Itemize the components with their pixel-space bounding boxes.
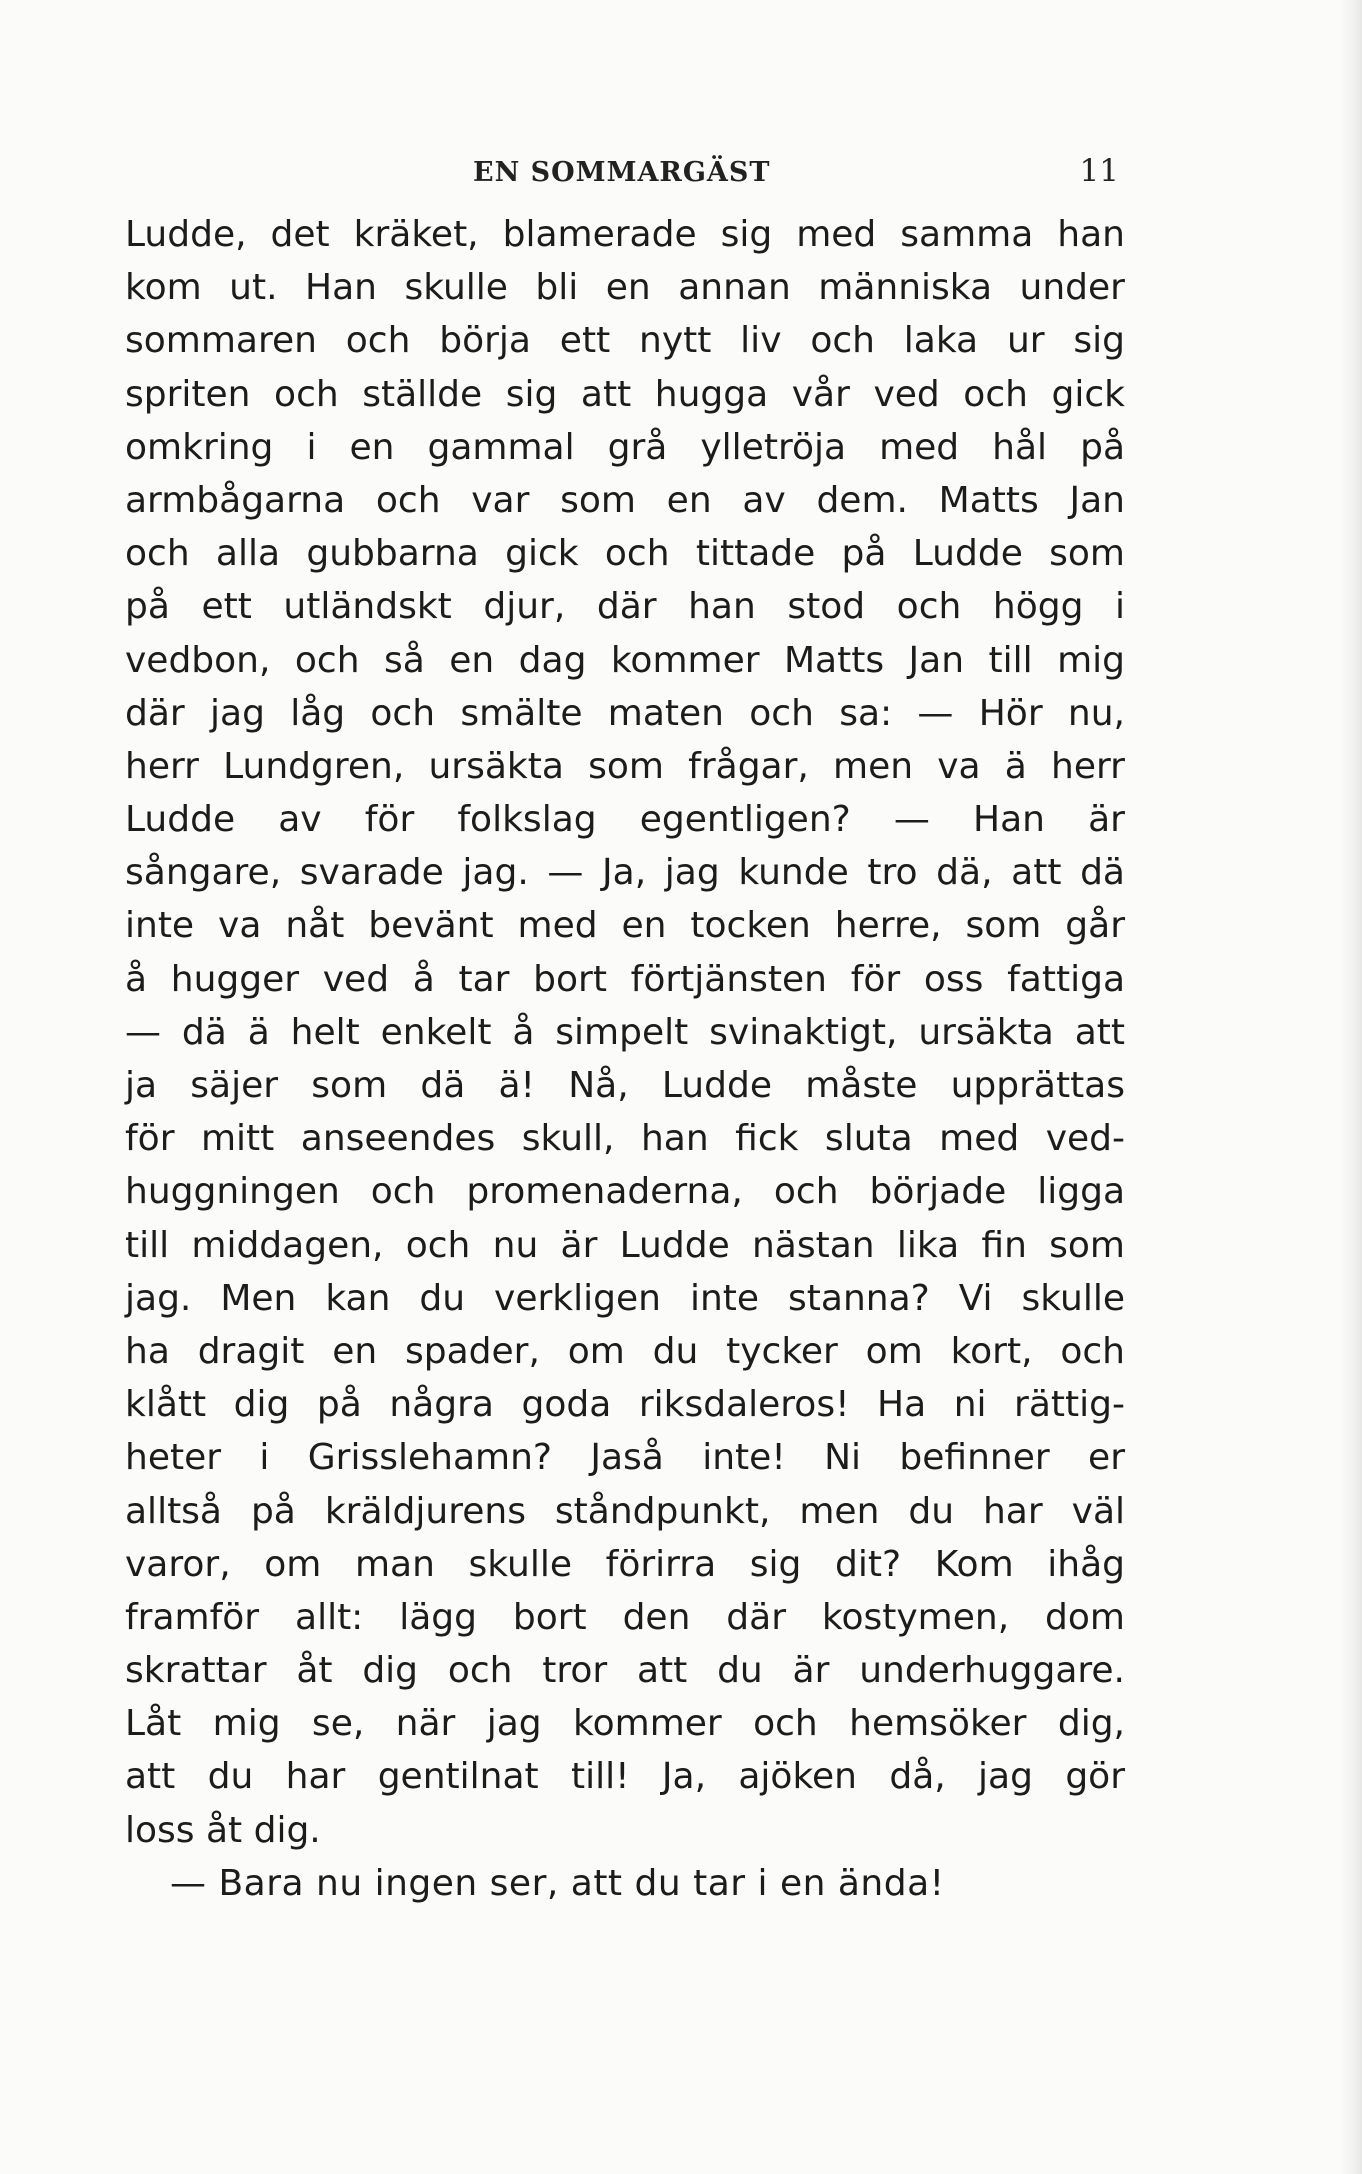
text-line: inte va nåt bevänt med en tocken herre, som går <box>125 905 1125 947</box>
text-line: där jag låg och smälte maten och sa: — Hör nu, <box>125 692 1125 734</box>
text-line: herr Lundgren, ursäkta som frågar, men va ä herr <box>125 745 1125 787</box>
text-line: armbågarna och var som en av dem. Matts Jan <box>125 479 1125 521</box>
text-line: alltså på kräldjurens ståndpunkt, men du har väl <box>125 1490 1125 1532</box>
text-line: på ett utländskt djur, där han stod och högg i <box>125 586 1125 628</box>
text-line: att du har gentilnat till! Ja, ajöken då, jag gör <box>125 1756 1125 1798</box>
text-line: sommaren och börja ett nytt liv och laka ur sig <box>125 320 1125 362</box>
text-line: heter i Grisslehamn? Jaså inte! Ni befinner er <box>125 1437 1125 1479</box>
text-line: kom ut. Han skulle bli en annan människa under <box>125 267 1125 309</box>
text-line: Ludde av för folkslag egentligen? — Han är <box>125 799 1125 841</box>
text-line: Låt mig se, när jag kommer och hemsöker dig, <box>125 1703 1125 1745</box>
body-text <box>125 208 1125 1910</box>
text-line: loss åt dig. <box>125 1809 321 1851</box>
text-line: vedbon, och så en dag kommer Matts Jan till mig <box>125 639 1125 681</box>
text-line: Ludde, det kräket, blamerade sig med samma han <box>125 214 1125 255</box>
page-header <box>133 153 1133 193</box>
text-line: ja säjer som dä ä! Nå, Ludde måste upprättas <box>125 1065 1125 1106</box>
text-line: framför allt: lägg bort den där kostymen, dom <box>125 1596 1125 1638</box>
page-edge-shadow <box>1340 0 1362 2174</box>
text-line: klått dig på några goda riksdaleros! Ha ni rättig- <box>125 1384 1125 1426</box>
text-line: omkring i en gammal grå ylletröja med hål på <box>125 426 1125 468</box>
text-line: å hugger ved å tar bort förtjänsten för oss fattiga <box>125 958 1125 1000</box>
text-line: jag. Men kan du verkligen inte stanna? Vi skulle <box>125 1277 1125 1319</box>
text-line: skrattar åt dig och tror att du är underhuggare. <box>125 1650 1125 1692</box>
text-line: sångare, svarade jag. — Ja, jag kunde tro dä, att dä <box>125 852 1125 894</box>
text-line: varor, om man skulle förirra sig dit? Kom ihåg <box>125 1543 1125 1585</box>
text-line: huggningen och promenaderna, och började ligga <box>125 1171 1125 1213</box>
text-line: för mitt anseendes skull, han fick sluta med ved- <box>125 1118 1125 1160</box>
page-number: 11 <box>1079 153 1119 189</box>
text-line: spriten och ställde sig att hugga vår ved och gick <box>125 373 1125 415</box>
dialogue-line: — Bara nu ingen ser, att du tar i en ända! <box>170 1862 945 1904</box>
text-line: — dä ä helt enkelt å simpelt svinaktigt, ursäkta att <box>125 1011 1125 1053</box>
running-title: EN SOMMARGÄST <box>473 157 771 188</box>
text-line: ha dragit en spader, om du tycker om kort, och <box>125 1330 1125 1372</box>
text-line: till middagen, och nu är Ludde nästan lika fin som <box>125 1224 1125 1266</box>
text-line: och alla gubbarna gick och tittade på Ludde som <box>125 533 1125 575</box>
